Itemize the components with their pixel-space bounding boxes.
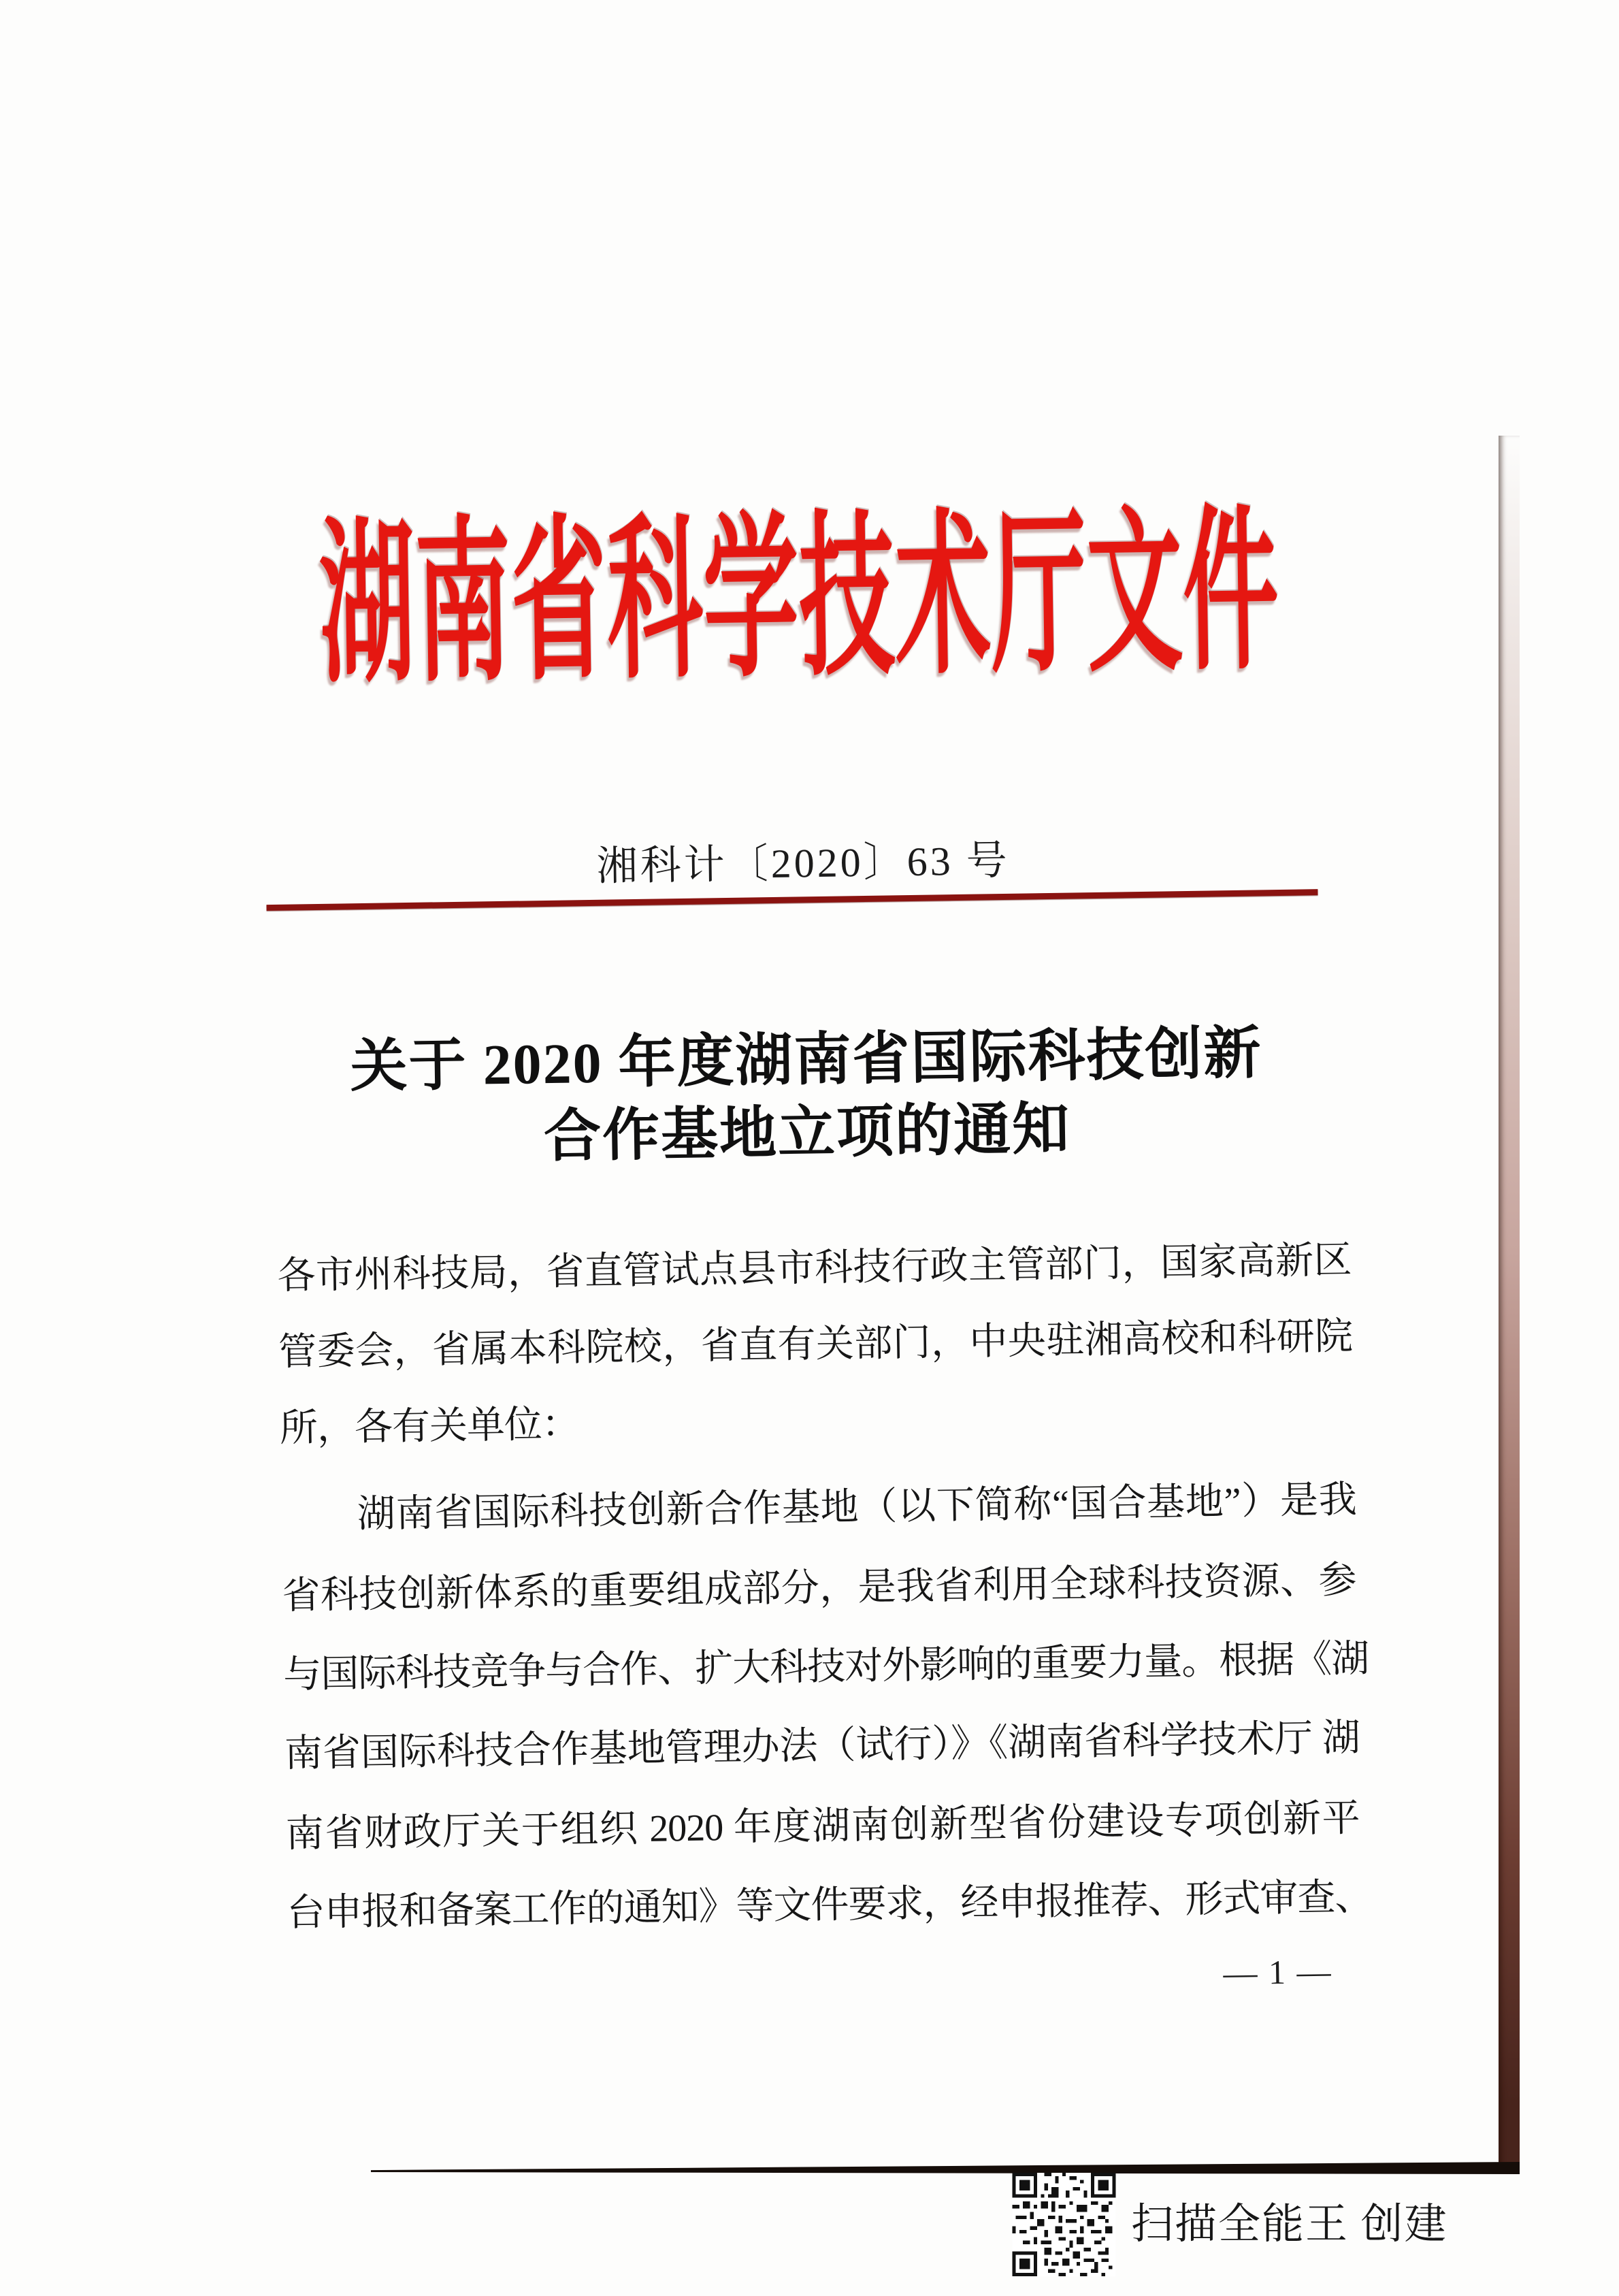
qr-code-icon (1011, 2173, 1117, 2276)
body-text-line: 台申报和备案工作的通知》等文件要求，经申报推荐、形式审查、 (287, 1876, 1373, 1935)
body-text-line: 省科技创新体系的重要组成部分，是我省利用全球科技资源、参 (282, 1559, 1356, 1617)
body-text-line: 南省财政厅关于组织 2020 年度湖南创新型省份建设专项创新平 (285, 1797, 1360, 1856)
notice-title-line-1: 关于 2020 年度湖南省国际科技创新 (349, 1022, 1263, 1099)
scan-app-credit-label: 扫描全能王 创建 (1131, 2201, 1448, 2248)
recipient-line: 各市州科技局，省直管试点县市科技行政主管部门，国家高新区 (277, 1239, 1352, 1297)
body-text-line: 南省国际科技合作基地管理办法（试行）》《湖南省科学技术厅 湖 (284, 1717, 1359, 1775)
recipient-line: 管委会，省属本科院校，省直有关部门，中央驻湘高校和科研院 (278, 1315, 1353, 1374)
notice-title-line-2: 合作基地立项的通知 (543, 1097, 1071, 1169)
page-number: — 1 — (1223, 1952, 1332, 1992)
red-header-title: 湖南省科学技术厅文件 (318, 495, 1281, 705)
recipient-line: 所，各有关单位： (279, 1403, 580, 1450)
body-text-line: 湖南省国际科技创新合作基地（以下简称“国合基地”）是我 (357, 1478, 1356, 1536)
scan-page-edge-strip (1499, 436, 1520, 2173)
document-number: 湘科计〔2020〕63 号 (596, 837, 1011, 889)
body-text-line: 与国际科技竞争与合作、扩大科技对外影响的重要力量。根据《湖 (282, 1638, 1369, 1696)
